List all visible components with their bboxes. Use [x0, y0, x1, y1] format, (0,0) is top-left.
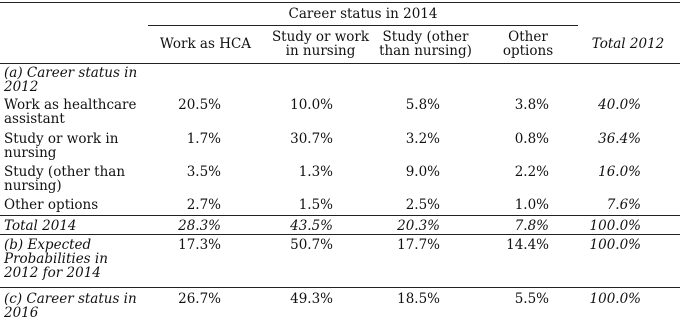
table-cell: 5.8% — [405, 97, 440, 113]
table-cell: 30.7% — [290, 131, 333, 147]
spanner-title: Career status in 2014 — [288, 6, 438, 22]
top-rule — [0, 2, 680, 3]
table-cell: 50.7% — [290, 237, 333, 253]
table-cell: 1.5% — [298, 197, 333, 213]
col-header-total-2012: Total 2012 — [591, 36, 665, 52]
table-cell-total: 28.3% — [178, 218, 221, 234]
row-label-total-2014: Total 2014 — [4, 218, 77, 234]
section-b-rule — [0, 234, 680, 235]
section-c-title: (c) Career status in 2016 — [4, 291, 137, 321]
table-cell-total: 16.0% — [598, 164, 641, 180]
table-cell-total: 36.4% — [598, 131, 641, 147]
table-cell: 9.0% — [405, 164, 440, 180]
section-a-title: (a) Career status in 2012 — [4, 65, 138, 95]
table-cell: 14.4% — [506, 237, 549, 253]
row-label-study-other: Study (other than nursing) — [4, 164, 126, 194]
table-cell: 3.8% — [514, 97, 549, 113]
row-label-other-options: Other options — [4, 197, 99, 213]
table-cell-total: 20.3% — [397, 218, 440, 234]
table-cell: 1.0% — [514, 197, 549, 213]
spanner-rule — [148, 25, 578, 26]
table-cell: 2.2% — [514, 164, 549, 180]
table-cell: 2.7% — [186, 197, 221, 213]
col-header-hca: Work as HCA — [159, 36, 252, 52]
table-cell: 20.5% — [178, 97, 221, 113]
table-cell: 17.7% — [397, 237, 440, 253]
col-header-study-other: Study (other than nursing) — [379, 29, 472, 59]
table-cell: 10.0% — [290, 97, 333, 113]
header-rule — [0, 63, 680, 64]
table-cell-total: 7.6% — [606, 197, 641, 213]
table-cell-total: 40.0% — [598, 97, 641, 113]
row-label-hca: Work as healthcare assistant — [4, 97, 137, 127]
table-cell: 18.5% — [397, 291, 440, 307]
table-cell: 3.2% — [405, 131, 440, 147]
table-cell-total: 100.0% — [589, 291, 641, 307]
table-cell: 5.5% — [514, 291, 549, 307]
table-cell: 26.7% — [178, 291, 221, 307]
table-cell: 17.3% — [178, 237, 221, 253]
table-cell-total: 100.0% — [589, 237, 641, 253]
col-header-other-options: Other options — [502, 29, 554, 59]
section-c-rule — [0, 287, 680, 288]
total-rule — [0, 215, 680, 216]
row-label-nursing: Study or work in nursing — [4, 131, 119, 161]
table-cell: 0.8% — [514, 131, 549, 147]
table-cell-grand-total: 100.0% — [589, 218, 641, 234]
table-cell: 1.3% — [298, 164, 333, 180]
table-cell: 2.5% — [405, 197, 440, 213]
table-cell-total: 43.5% — [290, 218, 333, 234]
section-b-title: (b) Expected Probabilities in 2012 for 2014 — [4, 237, 108, 281]
col-header-nursing: Study or work in nursing — [271, 29, 370, 59]
table-cell: 3.5% — [186, 164, 221, 180]
table-cell-total: 7.8% — [514, 218, 549, 234]
table-cell: 49.3% — [290, 291, 333, 307]
table-cell: 1.7% — [186, 131, 221, 147]
